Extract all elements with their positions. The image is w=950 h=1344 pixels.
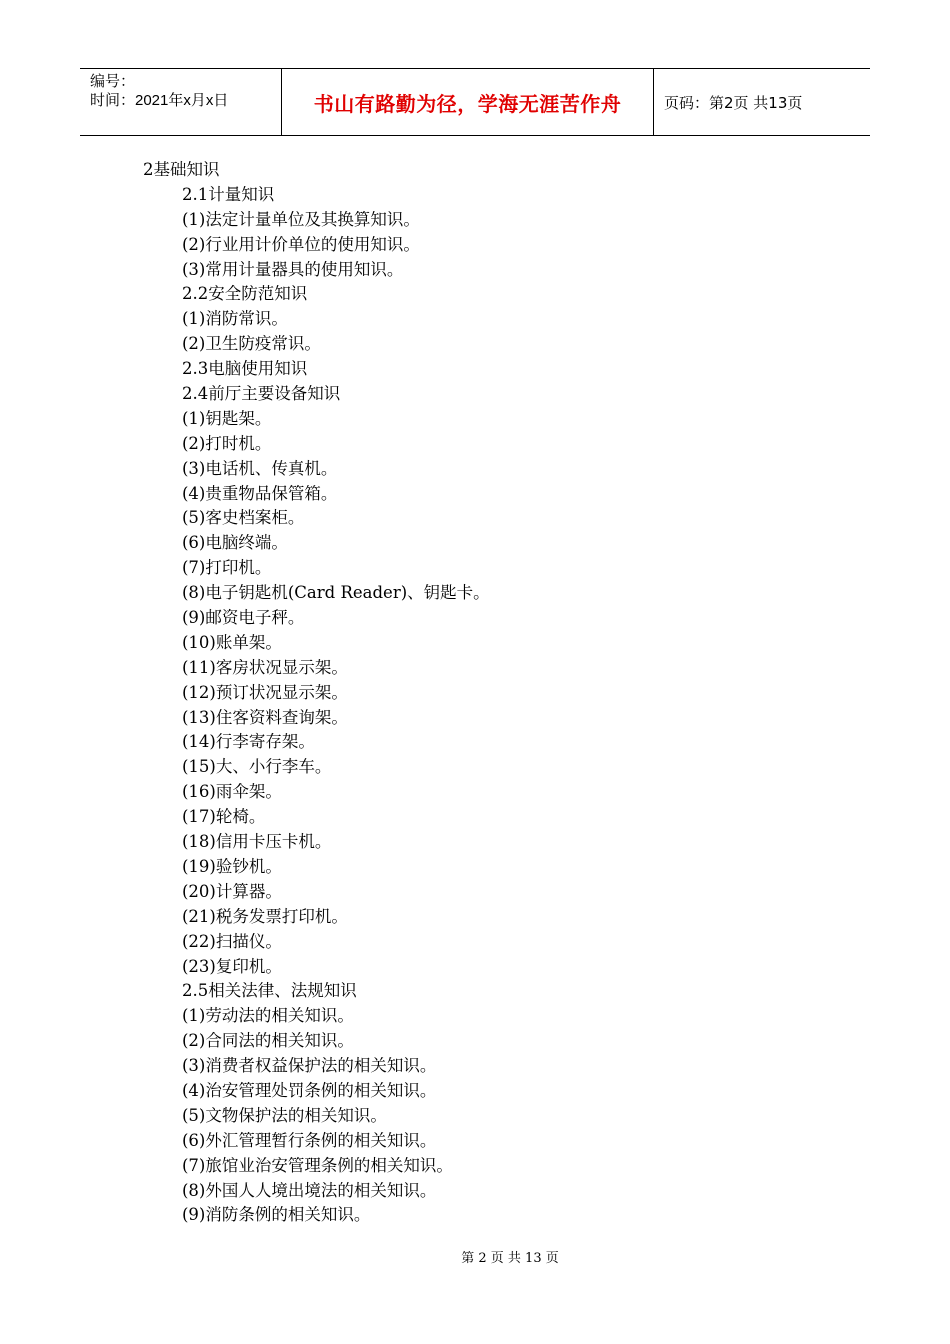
list-item: (18)信用卡压卡机。 <box>182 832 332 852</box>
list-item: (3)电话机、传真机。 <box>182 458 338 478</box>
list-item: (6)电脑终端。 <box>182 533 288 553</box>
list-item: (2)合同法的相关知识。 <box>182 1031 354 1051</box>
list-item: (1)钥匙架。 <box>182 408 272 428</box>
list-item: (5)客史档案柜。 <box>182 508 305 528</box>
list-item: (4)贵重物品保管箱。 <box>182 483 338 503</box>
list-item: (3)消费者权益保护法的相关知识。 <box>182 1056 437 1076</box>
document-body <box>0 158 950 1228</box>
section-heading: 2基础知识 <box>143 160 220 179</box>
subsection-heading: 2.3电脑使用知识 <box>182 359 308 379</box>
list-item: (11)客房状况显示架。 <box>182 657 348 677</box>
list-item: (7)旅馆业治安管理条例的相关知识。 <box>182 1155 453 1175</box>
list-item: (1)劳动法的相关知识。 <box>182 1006 354 1026</box>
list-item: (4)治安管理处罚条例的相关知识。 <box>182 1080 437 1100</box>
list-item: (5)文物保护法的相关知识。 <box>182 1105 387 1125</box>
list-item: (2)卫生防疫常识。 <box>182 334 321 354</box>
list-item: (12)预订状况显示架。 <box>182 682 348 702</box>
subsection-heading: 2.5相关法律、法规知识 <box>182 981 357 1001</box>
list-item: (13)住客资料查询架。 <box>182 707 348 727</box>
header-meta <box>80 69 282 135</box>
list-item: (19)验钞机。 <box>182 856 282 876</box>
list-item: (17)轮椅。 <box>182 807 266 827</box>
list-item: (20)计算器。 <box>182 881 282 901</box>
subsection-heading: 2.1计量知识 <box>182 184 275 204</box>
list-item: (7)打印机。 <box>182 558 272 578</box>
list-item: (8)外国人人境出境法的相关知识。 <box>182 1180 437 1200</box>
list-item: (3)常用计量器具的使用知识。 <box>182 259 404 279</box>
document-time-label: 时间：2021年x月x日 <box>90 92 229 109</box>
list-item: (2)打时机。 <box>182 433 272 453</box>
list-item: (8)电子钥匙机(Card Reader)、钥匙卡。 <box>182 583 490 603</box>
list-item: (1)法定计量单位及其换算知识。 <box>182 209 420 229</box>
list-item: (16)雨伞架。 <box>182 782 282 802</box>
list-item: (1)消防常识。 <box>182 309 288 329</box>
header-page-info: 页码：第2页 共13页 <box>664 93 803 112</box>
page-footer: 第 2 页 共 13 页 <box>461 1251 559 1266</box>
list-item: (22)扫描仪。 <box>182 931 282 951</box>
list-item: (15)大、小行李车。 <box>182 757 332 777</box>
list-item: (6)外汇管理暂行条例的相关知识。 <box>182 1130 437 1150</box>
header-motto: 书山有路勤为径，学海无涯苦作舟 <box>282 69 654 135</box>
list-item: (10)账单架。 <box>182 632 282 652</box>
page-header <box>80 68 870 136</box>
list-item: (21)税务发票打印机。 <box>182 906 348 926</box>
list-item: (14)行李寄存架。 <box>182 732 315 752</box>
subsection-heading: 2.4前厅主要设备知识 <box>182 384 341 404</box>
list-item: (9)邮资电子秤。 <box>182 608 305 628</box>
subsection-heading: 2.2安全防范知识 <box>182 284 308 304</box>
list-item: (2)行业用计价单位的使用知识。 <box>182 234 420 254</box>
document-number-label: 编号： <box>90 73 136 90</box>
list-item: (9)消防条例的相关知识。 <box>182 1205 371 1225</box>
list-item: (23)复印机。 <box>182 956 282 976</box>
